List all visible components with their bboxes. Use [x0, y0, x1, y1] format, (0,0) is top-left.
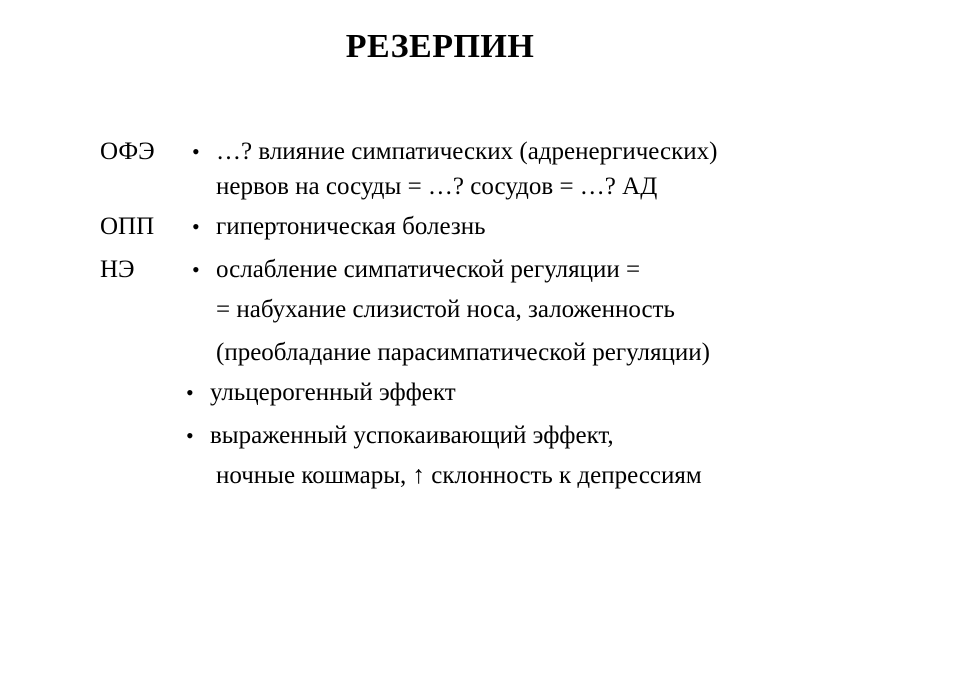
bullet: •	[192, 257, 200, 282]
slide-title: РЕЗЕРПИН	[345, 28, 535, 65]
label-ofe: ОФЭ	[100, 138, 155, 165]
ne-item-1-line-3: (преобладание парасимпатической регуляции)	[216, 339, 710, 366]
ne-item-2-line-1: ульцерогенный эффект	[210, 379, 456, 406]
bullet: •	[186, 423, 194, 448]
bullet: •	[192, 214, 200, 239]
opp-text-line-1: гипертоническая болезнь	[216, 213, 486, 240]
ofe-text-line-2: нервов на сосуды = …? сосудов = …? АД	[216, 173, 658, 200]
bullet: •	[186, 380, 194, 405]
ne-item-1-line-1: ослабление симпатической регуляции =	[216, 256, 641, 283]
label-opp: ОПП	[100, 213, 155, 240]
label-ne: НЭ	[100, 256, 135, 283]
ne-item-1-line-2: = набухание слизистой носа, заложенность	[216, 296, 675, 323]
ne-item-3-line-1: выраженный успокаивающий эффект,	[210, 422, 614, 449]
ne-item-3-line-2: ночные кошмары, ↑ склонность к депрессиям	[216, 462, 702, 489]
bullet: •	[192, 139, 200, 164]
ofe-text-line-1: …? влияние симпатических (адренергических)	[216, 138, 718, 165]
